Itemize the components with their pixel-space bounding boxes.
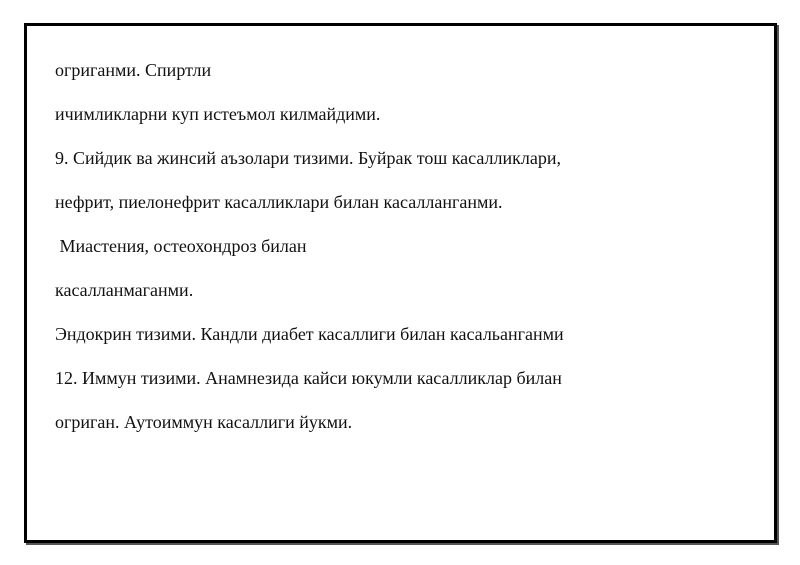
text-line-6: касалланмаганми. [55, 280, 194, 300]
text-line-3: 9. Сийдик ва жинсий аъзолари тизими. Буйрак тош касалликлари, [55, 148, 561, 168]
text-line-7: Эндокрин тизими. Кандли диабет касаллиги билан касальанганми [55, 324, 564, 344]
text-line-9: огриган. Аутоиммун касаллиги йукми. [55, 412, 353, 432]
text-line-4: нефрит, пиелонефрит касалликлари билан касалланганми. [55, 192, 503, 212]
page-frame [24, 23, 777, 543]
text-line-1: огриганми. Спиртли [55, 60, 212, 80]
text-line-2: ичимликларни куп истеъмол килмайдими. [55, 104, 381, 124]
text-line-8: 12. Иммун тизими. Анамнезида кайси юкумли касалликлар билан [55, 368, 562, 388]
text-line-5: Миастения, остеохондроз билан [55, 236, 307, 256]
